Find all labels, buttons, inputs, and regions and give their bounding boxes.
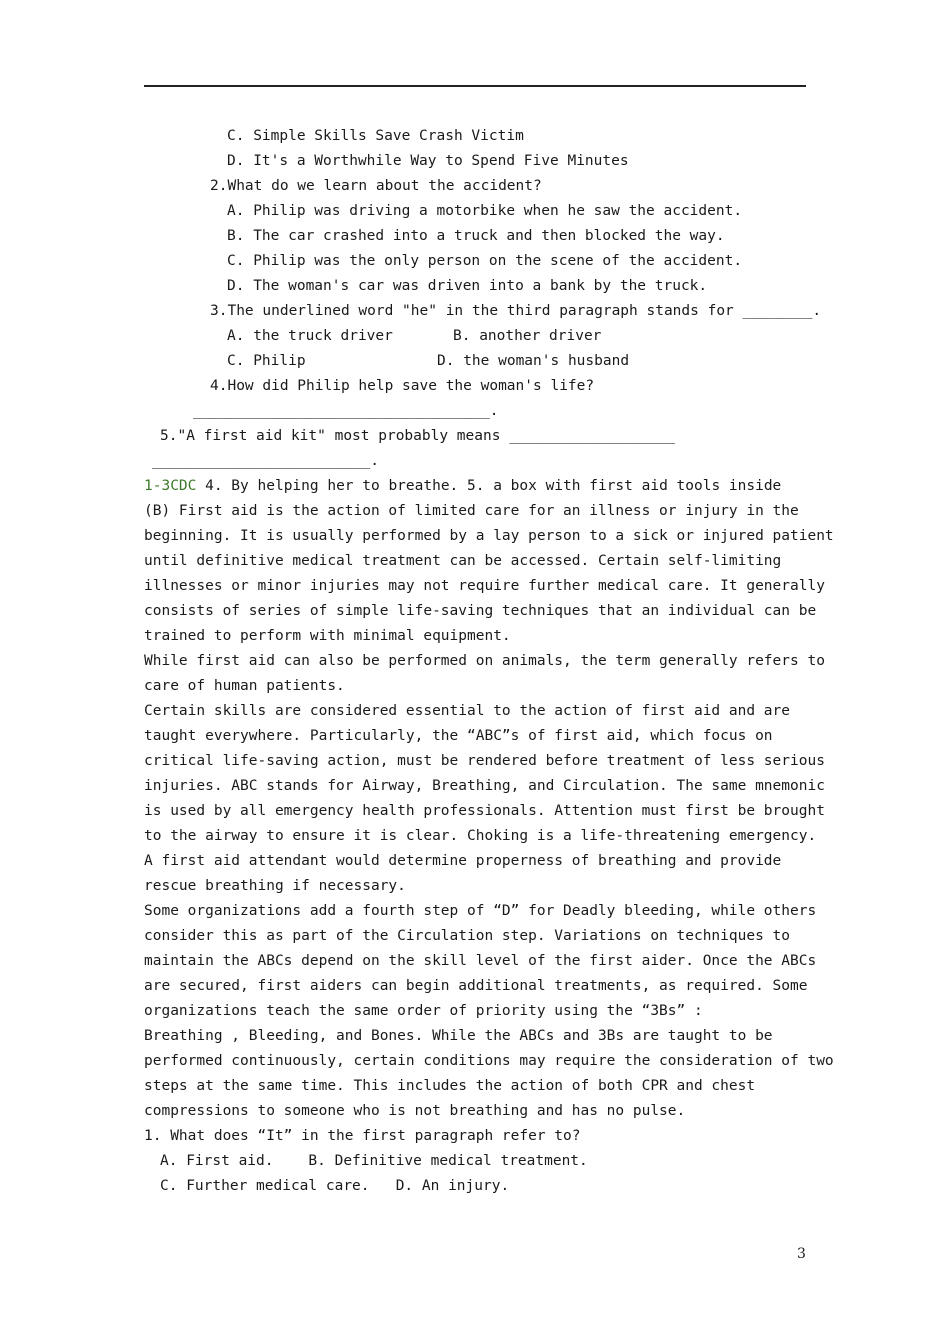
answer-key-rest: 4. By helping her to breathe. 5. a box with first aid tools inside [196, 478, 782, 494]
passage-b-line: injuries. ABC stands for Airway, Breathing, and Circulation. The same mnemonic [144, 778, 825, 794]
passage-b-line: A first aid attendant would determine properness of breathing and provide [144, 853, 782, 869]
q3-option-b: B. another driver [453, 328, 602, 344]
answer-key-choices: 1-3CDC [144, 478, 197, 494]
q1-option-d: D. It's a Worthwhile Way to Spend Five Minutes [227, 153, 629, 169]
passage-b-line: beginning. It is usually performed by a lay person to a sick or injured patient [144, 528, 834, 544]
q2-option-c: C. Philip was the only person on the scene of the accident. [227, 253, 743, 269]
q2-option-b: B. The car crashed into a truck and then blocked the way. [227, 228, 725, 244]
passage-b-line: care of human patients. [144, 678, 345, 694]
passage-b-line: rescue breathing if necessary. [144, 878, 406, 894]
passage-b-line: Certain skills are considered essential to the action of first aid and are [144, 703, 791, 719]
q4-answer-blank: __________________________________. [193, 403, 499, 419]
passage-b-line: critical life-saving action, must be rendered before treatment of less serious [144, 753, 825, 769]
page-number: 3 [797, 1246, 806, 1262]
header-rule [144, 85, 806, 87]
q5-answer-blank: _________________________. [152, 453, 379, 469]
passage-b-line: are secured, first aiders can begin additional treatments, as required. Some [144, 978, 808, 994]
q4-stem: 4.How did Philip help save the woman's life? [210, 378, 595, 394]
q3-option-d: D. the woman's husband [437, 353, 630, 369]
q1-option-c: C. Simple Skills Save Crash Victim [227, 128, 524, 144]
passage-b-line: performed continuously, certain conditions may require the consideration of two [144, 1053, 834, 1069]
passage-b-line: steps at the same time. This includes the action of both CPR and chest [144, 1078, 756, 1094]
passage-b-line: illnesses or minor injuries may not require further medical care. It generally [144, 578, 825, 594]
passage-b-line: to the airway to ensure it is clear. Choking is a life-threatening emergency. [144, 828, 817, 844]
passage-b-line: compressions to someone who is not breathing and has no pulse. [144, 1103, 686, 1119]
q2-stem: 2.What do we learn about the accident? [210, 178, 542, 194]
q3-option-a: A. the truck driver [227, 328, 393, 344]
passage-b-line: is used by all emergency health professionals. Attention must first be brought [144, 803, 825, 819]
b-q1-options-row1: A. First aid. B. Definitive medical treatment. [160, 1153, 588, 1169]
passage-b-line: taught everywhere. Particularly, the “ABC”s of first aid, which focus on [144, 728, 773, 744]
q3-stem: 3.The underlined word "he" in the third paragraph stands for ________. [210, 303, 822, 319]
q5-stem: 5."A first aid kit" most probably means ___________________ [160, 428, 676, 444]
b-q1-options-row2: C. Further medical care. D. An injury. [160, 1178, 510, 1194]
passage-b-line: Breathing , Bleeding, and Bones. While the ABCs and 3Bs are taught to be [144, 1028, 773, 1044]
passage-b-line: until definitive medical treatment can be accessed. Certain self-limiting [144, 553, 782, 569]
passage-b-line: maintain the ABCs depend on the skill level of the first aider. Once the ABCs [144, 953, 817, 969]
q2-option-a: A. Philip was driving a motorbike when he saw the accident. [227, 203, 743, 219]
q3-option-c: C. Philip [227, 353, 306, 369]
b-q1-stem: 1. What does “It” in the first paragraph refer to? [144, 1128, 581, 1144]
passage-b-line: While first aid can also be performed on animals, the term generally refers to [144, 653, 825, 669]
passage-b-line: trained to perform with minimal equipment. [144, 628, 511, 644]
passage-b-line: organizations teach the same order of priority using the “3Bs” : [144, 1003, 703, 1019]
q2-option-d: D. The woman's car was driven into a bank by the truck. [227, 278, 708, 294]
passage-b-line: (B) First aid is the action of limited care for an illness or injury in the [144, 503, 799, 519]
passage-b-line: consists of series of simple life-saving techniques that an individual can be [144, 603, 817, 619]
answer-key [144, 474, 781, 499]
passage-b-line: Some organizations add a fourth step of “D” for Deadly bleeding, while others [144, 903, 817, 919]
passage-b-line: consider this as part of the Circulation step. Variations on techniques to [144, 928, 791, 944]
